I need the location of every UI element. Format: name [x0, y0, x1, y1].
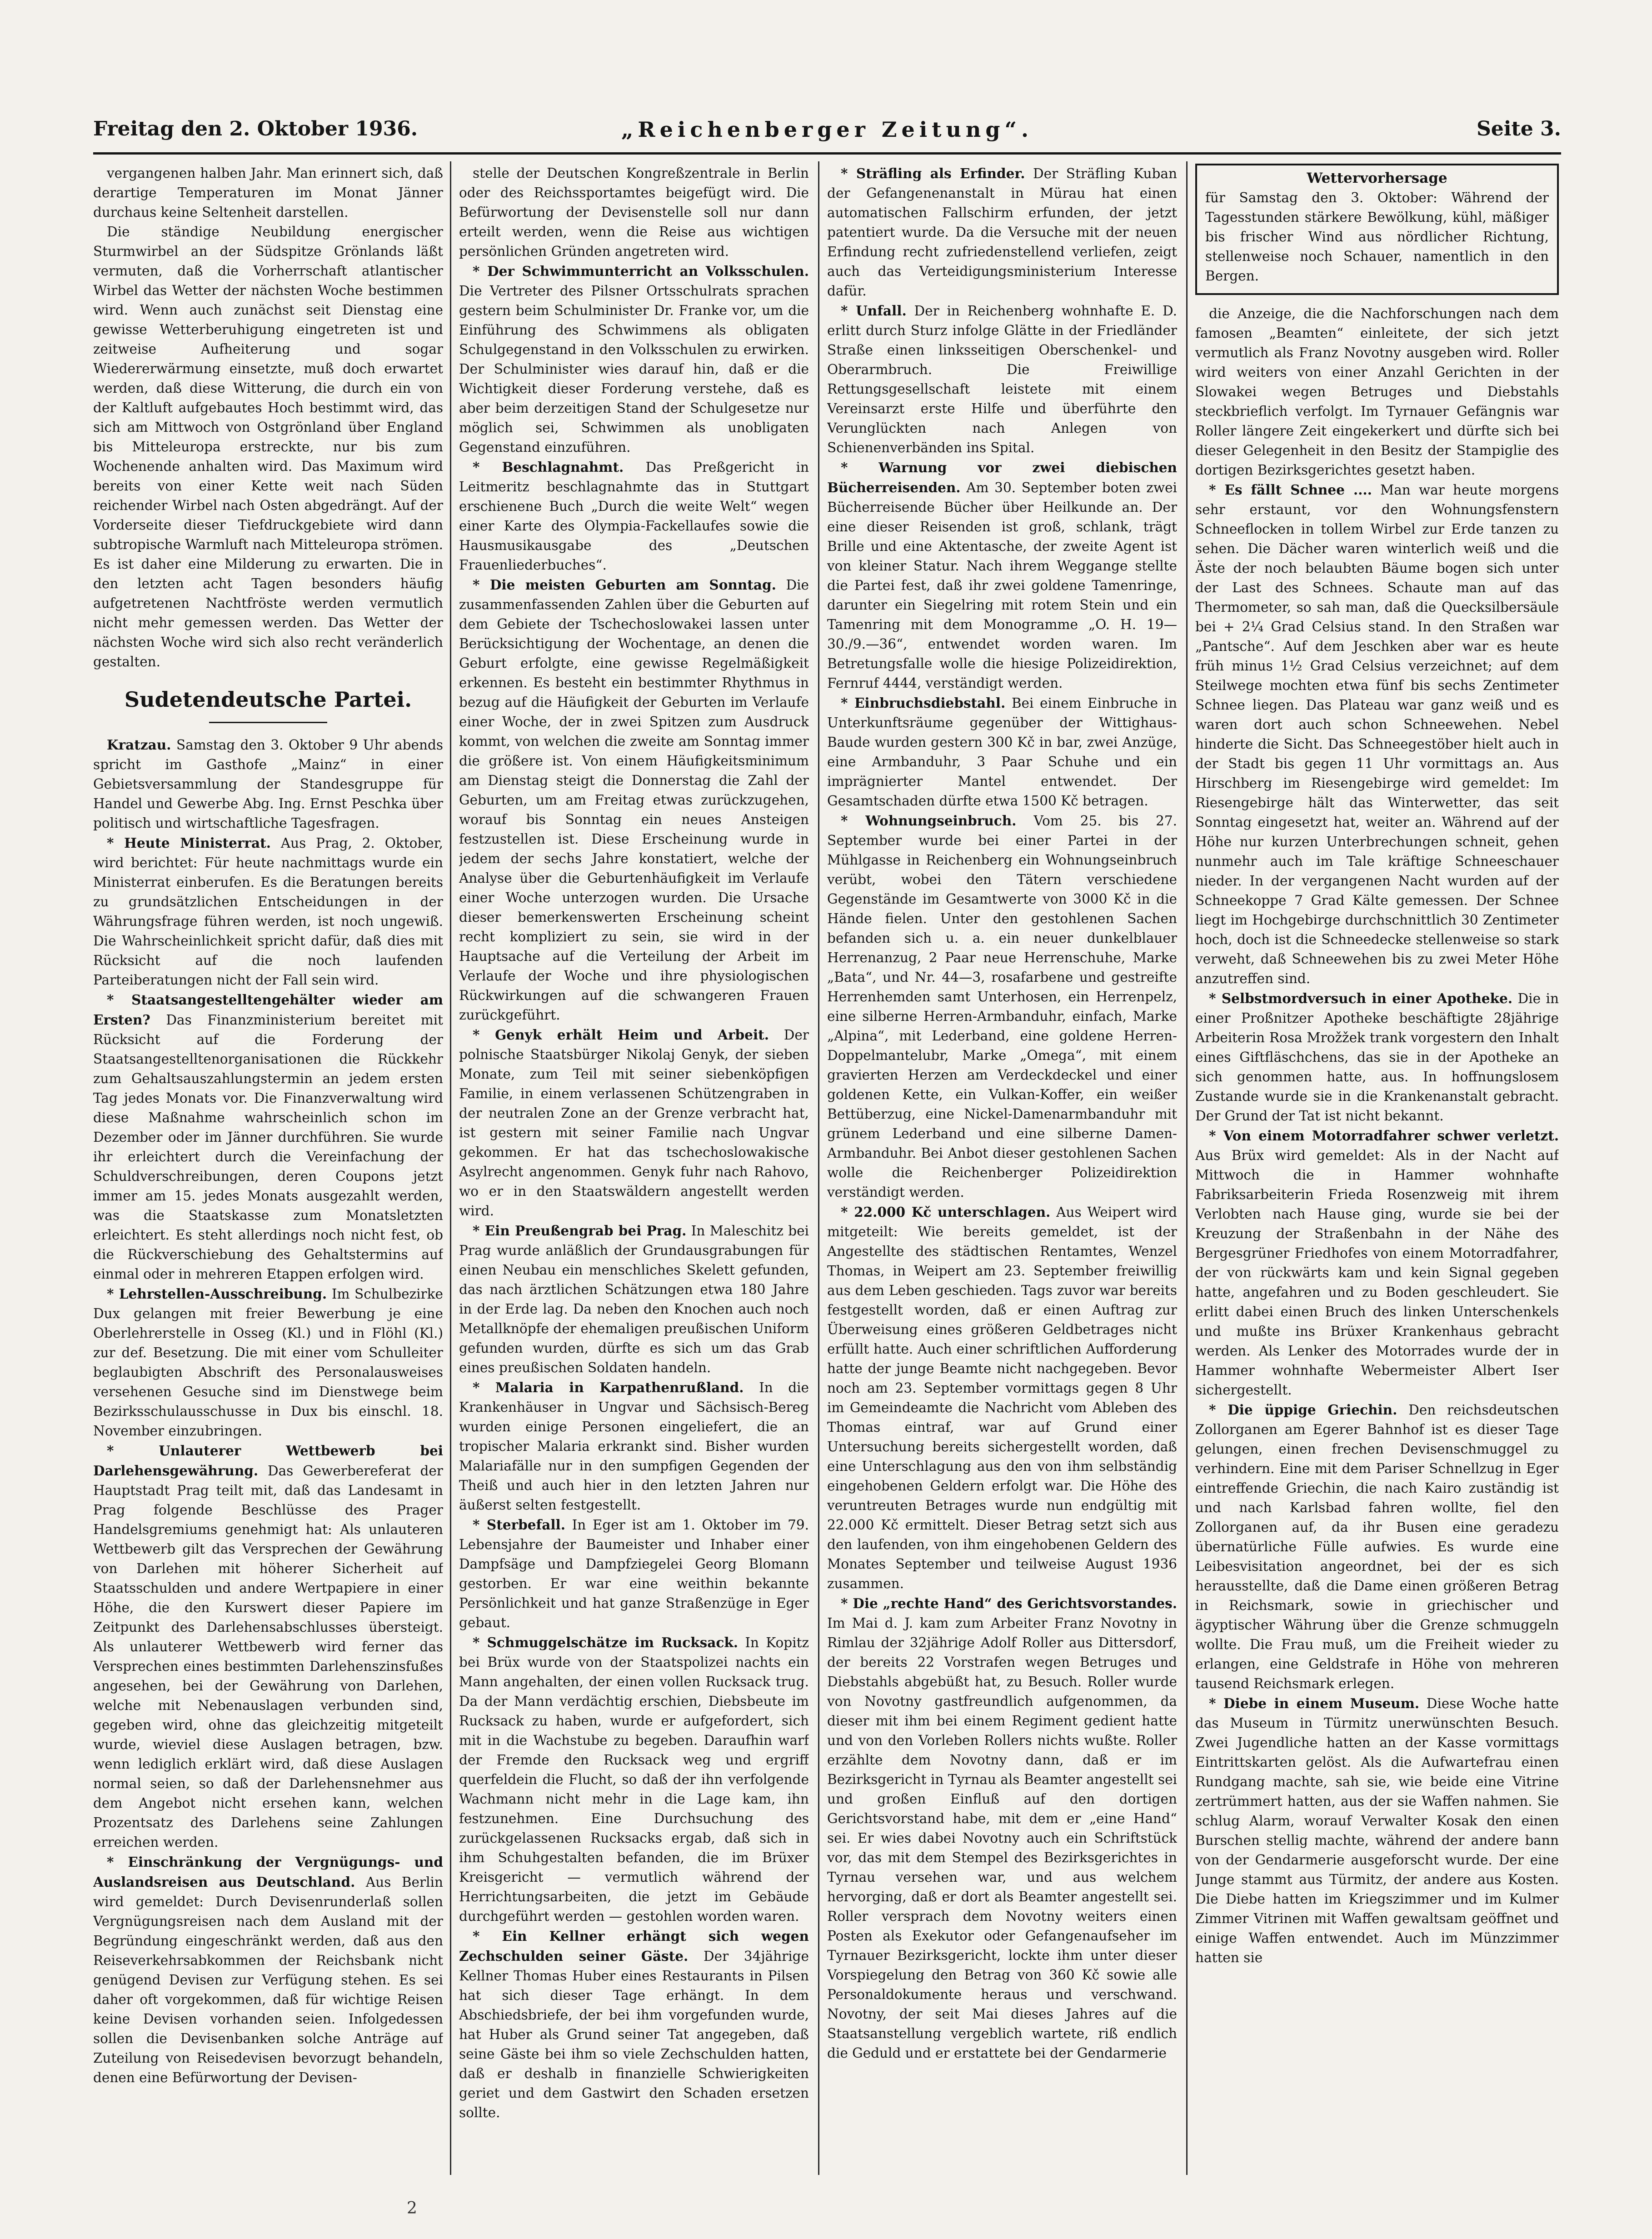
issue-date: Freitag den 2. Oktober 1936. — [93, 117, 418, 140]
article-paragraph — [93, 222, 443, 672]
article-text: Die ständige Neubildung energischer Sturmwirbel an der Südspitze Grönlands läßt vermuten, daß die Vorherrschaft atlantischer Wirbel das Wetter der nächsten Woche bestimmen wird. Wenn auch zunächst seit Dienstag eine gewisse Wetterberuhigung eingetreten ist und zeitweise Aufheiterung und sogar Wiedererwärmung einsetzte, muß doch erwartet werden, daß diese Witterung, die durch ein von der Kaltluft aufgebautes Hoch bestimmt wird, das sich am Mittwoch von Ostgrönland über England bis Mitteleuropa erstreckte, nur bis zum Wochenende anhalten wird. Das Maximum wird bereits von einer Kette weit nach Süden reichender Wirbel nach Osten abgedrängt. Auf der Vorderseite dieser Tiefdruckgebiete wird dann subtropische Warmluft nach Mitteleuropa strömen. Es ist daher eine Milderung zu erwarten. Die in den letzten acht Tagen besonders häufig aufgetretenen Nachtfröste werden vermutlich nicht mehr gemessen werden. Das Wetter der nächsten Woche wird sich also recht veränderlich gestalten. — [93, 224, 443, 670]
article-headline: * Diebe in einem Museum. — [1209, 1695, 1420, 1711]
article-text: In Maleschitz bei Prag wurde anläßlich der Grundausgrabungen für einen Neubau ein menschliches Skelett gefunden, das nach ärztlichen Schätzungen etwa 180 Jahre in der Erde lag. Da neben den Knochen auch noch Metallknöpfe der ehemaligen preußischen Uniform gefunden wurden, dürfte es sich um das Grab eines preußischen Soldaten handeln. — [459, 1223, 809, 1375]
article-text: Der Sträfling Kuban der Gefangenenanstalt in Mürau hat einen automatischen Fallschirm erfunden, der jetzt patentiert wurde. Da die Versuche mit der neuen Erfindung recht zufriedenstellend verliefen, zeigt auch das Verteidigungsministerium Interesse dafür. — [827, 166, 1177, 299]
article-paragraph — [827, 301, 1177, 458]
article-headline: * Heute Ministerrat. — [107, 835, 271, 851]
article-text: Der in Reichenberg wohnhafte E. D. erlitt durch Sturz infolge Glätte in der Friedländer Straße einen linksseitigen Oberschenkel- und Oberarmbruch. Die Freiwillige Rettungsgesellschaft leistete mit einem Vereinsarzt erste Hilfe und überführte den Verunglückten nach Anlegen von Schienenverbänden ins Spital. — [827, 303, 1177, 455]
article-headline: * Der Schwimmunterricht an Volksschulen. — [473, 263, 809, 279]
article-headline: * Ein Kellner erhängt sich wegen Zechschulden seiner Gäste. — [459, 1928, 809, 1964]
article-paragraph — [1195, 1400, 1559, 1694]
article-paragraph — [459, 164, 809, 261]
weather-forecast-text: für Samstag den 3. Oktober: Während der Tagesstunden stärkere Bewölkung, kühl, mäßiger bis frischer Wind aus nördlicher Richtung, stellenweise noch Schauer, namentlich in den Bergen. — [1205, 190, 1549, 284]
article-paragraph — [459, 457, 809, 575]
article-text: In die Krankenhäuser in Ungvar und Sächsisch-Bereg wurden einige Personen eingeliefert, die an tropischer Malaria erkrankt sind. Bisher wurden Malariafälle nur in den sumpfigen Gegenden der Theiß und auch hier in den letzten Jahren nur äußerst selten festgestellt. — [459, 1380, 809, 1513]
article-headline: * Ein Preußengrab bei Prag. — [473, 1223, 687, 1239]
article-paragraph — [827, 811, 1177, 1202]
article-paragraph — [459, 1221, 809, 1378]
article-paragraph — [93, 164, 443, 222]
article-headline: * Unlauterer Wettbewerb bei Darlehensgewährung. — [93, 1443, 443, 1479]
article-paragraph — [459, 1926, 809, 2123]
article-headline: * Lehrstellen-Ausschreibung. — [107, 1286, 327, 1302]
article-headline: * Selbstmordversuch in einer Apotheke. — [1209, 990, 1513, 1006]
article-paragraph — [1195, 1126, 1559, 1400]
article-text: Vom 25. bis 27. September wurde bei einer Partei in der Mühlgasse in Reichenberg ein Wohnungseinbruch verübt, wobei den Tätern verschiedene Gegenstände im Gesamtwerte von 3000 Kč in die Hände fielen. Unter den gestohlenen Sachen befanden sich u. a. ein neuer dunkelblauer Herrenanzug, 2 Paar neue Herrenschuhe, Marke „Bata“, und Nr. 44—3, rosafarbene und gestreifte Herrenhemden samt Unterhosen, ein Herrenpelz, eine silberne Herren-Armbanduhr, einfach, Marke „Alpina“, mit Lederband, eine goldene Herren-Doppelmantelubr, Marke „Omega“, mit einem gravierten Herzen am Verdeckdeckel und einer goldenen Kette, ein Vulkan-Koffer, ein weißer Bettüberzug, eine Nickel-Damenarmbanduhr mit grünem Lederband und eine silberne Damen-Armbanduhr. Bei Anbot dieser gestohlenen Sachen wolle die Reichenberger Polizeidirektion verständigt werden. — [827, 813, 1177, 1200]
article-paragraph — [459, 1633, 809, 1926]
article-headline: * Es fällt Schnee .... — [1209, 482, 1372, 498]
article-headline: * Die meisten Geburten am Sonntag. — [473, 577, 776, 593]
article-paragraph — [827, 458, 1177, 693]
article-text: Das Preßgericht in Leitmeritz beschlagnahmte das in Stuttgart erschienene Buch „Durch die weite Welt“ wegen einer Karte des Olympia-Fackellaufes sowie die Hausmusikausgabe des „Deutschen Frauenliederbuches“. — [459, 460, 809, 573]
article-text: Bei einem Einbruche in Unterkunftsräume gegenüber der Wittighaus-Baude wurden gestern 300 Kč in bar, zwei Anzüge, eine Armbanduhr, 3 Paar Schuhe und ein imprägnierter Mantel entwendet. Der Gesamtschaden dürfte etwa 1500 Kč betragen. — [827, 695, 1177, 809]
page-number: Seite 3. — [1476, 117, 1561, 140]
article-paragraph — [93, 833, 443, 990]
article-text: In Eger ist am 1. Oktober im 79. Lebensjahre der Baumeister und Inhaber einer Dampfsäge und Dampfziegelei Georg Blomann gestorben. Er war eine weithin bekannte Persönlichkeit und hat ganze Straßenzüge in Eger gebaut. — [459, 1517, 809, 1630]
weather-forecast-box — [1195, 164, 1559, 295]
footer-mark: 2 — [407, 2199, 417, 2218]
article-headline: * Wohnungseinbruch. — [841, 813, 1017, 829]
column-4 — [1195, 164, 1559, 2173]
article-paragraph — [93, 735, 443, 833]
article-headline: * Sträfling als Erfinder. — [841, 165, 1025, 181]
article-headline: * Beschlagnahmt. — [473, 459, 624, 475]
article-headline: * Genyk erhält Heim und Arbeit. — [473, 1027, 769, 1043]
article-headline: * Unfall. — [841, 303, 907, 319]
article-text: stelle der Deutschen Kongreßzentrale in Berlin oder des Reichssportamtes beigefügt wird. Die Befürwortung der Devisenstelle soll nur dann erteilt werden, wenn die Reise aus wichtigen persönlichen Gründen angetreten wird. — [459, 165, 809, 259]
header-rule — [93, 152, 1561, 155]
article-text: Aus Weipert wird mitgeteilt: Wie bereits gemeldet, ist der Angestellte des städtischen Rentamtes, Wenzel Thomas, in Weipert am 23. September freiwillig aus dem Leben geschieden. Tags zuvor war bereits festgestellt worden, daß er einen Auftrag zur Überweisung eines größeren Geldbetrages nicht erfüllt hatte. Auch einer schriftlichen Aufforderung hatte der junge Beamte nicht nachgegeben. Bevor noch am 23. September vormittags gegen 8 Uhr im Gemeindeamte die Nachricht vom Ableben des Thomas eintraf, war auf Grund einer Untersuchung bereits sichergestellt worden, daß eine Unterschlagung aus den von ihm selbständig eingehobenen Geldern erfolgt war. Die Höhe des veruntreuten Betrages wurde nun endgültig mit 22.000 Kč ermittelt. Dieser Betrag setzt sich aus den laufenden, von ihm eingehobenen Geldern des Monates September und teilweise August 1936 zusammen. — [827, 1204, 1177, 1591]
section-rule — [209, 722, 327, 723]
article-text: Samstag den 3. Oktober 9 Uhr abends spricht im Gasthofe „Mainz“ in einer Gebietsversammlung der Standesgruppe für Handel und Gewerbe Abg. Ing. Ernst Peschka über politisch und wirtschaftliche Tagesfragen. — [93, 737, 443, 831]
article-headline: * Von einem Motorradfahrer schwer verletzt. — [1209, 1128, 1559, 1144]
article-text: Aus Berlin wird gemeldet: Durch Devisenrunderlaß sollen Vergnügungsreisen nach dem Ausland mit der Begründung eingeschränkt werden, daß aus den Reiseverkehrsabkommen der Reichsbank nicht genügend Devisen zur Verfügung stehen. Es sei daher oft vorgekommen, daß für wichtige Reisen keine Devisen vorhanden seien. Infolgedessen sollen die Devisenbanken solche Anträge auf Zuteilung von Reisedevisen bevorzugt behandeln, denen eine Befürwortung der Devisen- — [93, 1874, 443, 2085]
article-text: Aus Prag, 2. Oktober, wird berichtet: Für heute nachmittags wurde ein Ministerrat einberufen. Es die Beratungen bereits zu grundsätzlichen Entscheidungen in der Währungsfrage führen werden, ist noch ungewiß. Die Wahrscheinlichkeit spricht dafür, daß dies mit Rücksicht auf die noch laufenden Parteiberatungen nicht der Fall sein wird. — [93, 835, 443, 988]
article-paragraph — [459, 261, 809, 457]
article-headline: * Warnung vor zwei diebischen Bücherreisenden. — [827, 460, 1177, 495]
article-text: Die in einer Proßnitzer Apotheke beschäftigte 28jährige Arbeiterin Rosa Mrožžek trank vorgestern den Inhalt eines Giftfläschchens, das sie in der Apotheke an sich genommen hatte, aus. In hoffnungslosem Zustande wurde sie in die Krankenanstalt gebracht. Der Grund der Tat ist nicht bekannt. — [1195, 991, 1559, 1124]
article-text: die Anzeige, die die Nachforschungen nach dem famosen „Beamten“ einleitete, der sich jetzt vermutlich als Franz Novotny ausgeben wird. Roller wird weiters von einer Anzahl Gerichten in der Slowakei wegen Betruges und Diebstahls steckbrieflich verfolgt. Im Tyrnauer Gefängnis war Roller längere Zeit eingekerkert und dürfte sich bei dieser Gelegenheit in den Besitz der Stampiglie des dortigen Bezirksgerichtes gesetzt haben. — [1195, 306, 1559, 478]
newspaper-title: „Reichenberger Zeitung“. — [621, 117, 1033, 142]
article-text: Die zusammenfassenden Zahlen über die Geburten auf dem Gebiete der Tschechoslowakei lassen unter Berücksichtigung der Wochentage, an denen die Geburt erfolgte, eine gewisse Regelmäßigkeit erkennen. Es besteht ein bestimmter Rhythmus in bezug auf die Häufigkeit der Geburten im Verlaufe einer Woche, der in zwei Spitzen zum Ausdruck kommt, von welchen die zweite am Sonntag immer die größere ist. Von einem Häufigkeitsminimum am Dienstag steigt die Donnerstag die Zahl der Geburten, um am Freitag etwas zurückzugehen, worauf bis Sonntag ein neues Ansteigen festzustellen ist. Diese Erscheinung wurde in jedem der sechs Jahre konstatiert, welche der Analyse über die Geburtenhäufigkeit im Verlaufe einer Woche unterzogen wurden. Die Ursache dieser bemerkenswerten Erscheinung scheint recht kompliziert zu sein, sie wird in der Hauptsache auf die Verteilung der Arbeit im Verlaufe der Woche und ihre physiologischen Rückwirkungen auf die schwangeren Frauen zurückgeführt. — [459, 577, 809, 1023]
article-text: Das Gewerbereferat der Hauptstadt Prag teilt mit, daß das Landesamt in Prag folgende Beschlüsse des Prager Handelsgremiums genehmigt hat: Als unlauteren Wettbewerb gilt das Versprechen der Gewährung von Darlehen mit höherer Sicherheit auf Staatsschulden und andere Wertpapiere in einer Höhe, die den Kurswert dieser Papiere im Zeitpunkt des Darlehensabschlusses übersteigt. Als unlauterer Wettbewerb wird ferner das Versprechen eines bestimmten Darlehenszinsfußes angesehen, bei der Gewährung von Darlehen, welche mit Nebenauslagen verbunden sind, gegeben wird, ohne das gleichzeitig mitgeteilt wurde, wieviel diese Auslagen betragen, bzw. wenn lediglich erklärt wird, daß diese Auslagen normal seien, so daß der Darlehensnehmer aus dem Angebot nicht ersehen kann, welchen Prozentsatz des Darlehens seine Zahlungen erreichen werden. — [93, 1463, 443, 1850]
column-divider — [450, 161, 451, 2175]
article-text: Den reichsdeutschen Zollorganen am Egerer Bahnhof ist es dieser Tage gelungen, einen frechen Devisenschmuggel zu verhindern. Eine mit dem Pariser Schnellzug in Eger eintreffende Griechin, die nach Kairo zuständig ist und nach Karlsbad fahren wollte, fiel den Zollorganen auf, da ihr Busen eine geradezu übernatürliche Fülle aufwies. Es wurde eine Leibesvisitation angeordnet, bei der es sich herausstellte, daß die Dame einen größeren Betrag in Reichsmark, sowie in griechischer und ägyptischer Währung über die Grenze schmuggeln wollte. Die Frau muß, um die Freiheit wieder zu erlangen, eine Geldstrafe in Höhe von mehreren tausend Reichsmark erlegen. — [1195, 1402, 1559, 1691]
masthead — [93, 117, 1561, 149]
column-3 — [827, 164, 1177, 2173]
article-text: vergangenen halben Jahr. Man erinnert sich, daß derartige Temperaturen im Monat Jänner durchaus keine Seltenheit darstellen. — [93, 165, 443, 220]
article-paragraph — [459, 1515, 809, 1633]
article-text: Im Schulbezirke Dux gelangen mit freier Bewerbung je eine Oberlehrerstelle in Osseg (Kl.) und in Flöhl (Kl.) zur def. Besetzung. Die mit einer vom Schulleiter beglaubigten Abschrift des Personalausweises versehenen Gesuche sind im Dienstwege beim Bezirksschulausschusse in Dux bis einschl. 18. November einzubringen. — [93, 1286, 443, 1439]
article-headline: * Die üppige Griechin. — [1209, 1402, 1397, 1418]
article-headline: * Einschränkung der Vergnügungs- und Auslandsreisen aus Deutschland. — [93, 1854, 443, 1890]
article-headline: * Sterbefall. — [473, 1517, 566, 1533]
article-text: Das Finanzministerium bereitet mit Rücksicht auf die Forderung der Staatsangestelltenorganisationen die Rückkehr zum Gehaltsauszahlungstermin an jedem ersten Tag jedes Monats vor. Die Finanzverwaltung wird diese Maßnahme wahrscheinlich schon im Dezember oder im Jänner durchführen. Sie wurde ihr erleichtert durch die Vereinfachung der Schuldverschreibungen, deren Coupons jetzt immer am 15. jedes Monats ausgezahlt werden, was die Staatskasse zum Monatsletzten erleichtert. Es steht allerdings noch nicht fest, ob die Rückverschiebung des Gehaltstermins auf einmal oder in mehreren Etappen erfolgen wird. — [93, 1012, 443, 1282]
article-text: Diese Woche hatte das Museum in Türmitz unerwünschten Besuch. Zwei Jugendliche hatten an der Kasse vormittags Eintrittskarten gelöst. Als die Aufwartefrau einen Rundgang machte, sah sie, wie beide eine Vitrine zertrümmert hatten, aus der sie Waffen nahmen. Sie schlug Alarm, worauf Verwalter Kosak den einen Burschen stellig machte, während der andere bann von der Gendarmerie ausgeforscht wurde. Der eine Junge stammt aus Türmitz, der andere aus Kosten. Die Diebe hatten im Kriegszimmer und im Kulmer Zimmer Vitrinen mit Waffen gewaltsam geöffnet und einige Waffen entwendet. Auch im Münzzimmer hatten sie — [1195, 1696, 1559, 1965]
article-text: Der 34jährige Kellner Thomas Huber eines Restaurants in Pilsen hat sich dieser Tage erhängt. In dem Abschiedsbriefe, der bei ihm vorgefunden wurde, hat Huber als Grund seiner Tat angegeben, daß seine Gäste bei ihm so viele Zechschulden hatten, daß er deshalb in finanzielle Schwierigkeiten geriet und dem Gastwirt den Schaden ersetzen sollte. — [459, 1949, 809, 2120]
article-paragraph — [827, 164, 1177, 301]
article-text: Im Mai d. J. kam zum Arbeiter Franz Novotny in Rimlau der 32jährige Adolf Roller aus Dittersdorf, der bereits 22 Vorstrafen wegen Betruges und Diebstahls abgebüßt hat, zu Besuch. Roller wurde von Novotny gastfreundlich aufgenommen, da dieser mit ihm bei einem Regiment gedient hatte und von den Vorleben Rollers nichts wußte. Roller erzählte dem Novotny dann, daß er im Bezirksgericht in Tyrnau als Beamter angestellt sei und großen Einfluß auf den dortigen Gerichtsvorstand habe, mit dem er „eine Hand“ sei. Er wies dabei Novotny auch ein Schriftstück vor, das mit dem Stempel des Bezirksgerichtes in Tyrnau versehen war, und aus welchem hervorging, daß er dort als Beamter angestellt sei. Roller versprach dem Novotny weiters einen Posten als Exekutor oder Gefangenaufseher im Tyrnauer Bezirksgericht, lockte ihm unter dieser Vorspiegelung den Betrag von 360 Kč sowie alle Personaldokumente heraus und verschwand. Novotny, der seit Mai dieses Jahres auf die Staatsanstellung vergeblich wartete, riß endlich die Geduld und er erstattete bei der Gendarmerie — [827, 1615, 1177, 2061]
article-headline: * Staatsangestelltengehälter wieder am Ersten? — [93, 992, 443, 1028]
column-divider — [818, 161, 819, 2175]
article-paragraph — [93, 1852, 443, 2088]
column-1 — [93, 164, 443, 2173]
article-paragraph — [827, 693, 1177, 811]
article-paragraph — [1195, 304, 1559, 480]
article-headline: * Die „rechte Hand“ des Gerichtsvorstandes. — [841, 1595, 1177, 1611]
article-text: Die Vertreter des Pilsner Ortsschulrats sprachen gestern beim Schulminister Dr. Franke vor, um die Einführung des Schwimmens als obligaten Schulgegenstand in den Volksschulen zu erwirken. Der Schulminister wies darauf hin, daß er die Wichtigkeit dieser Forderung verstehe, daß es aber beim derzeitigen Stand der Schulgesetze nur möglich sei, Schwimmen als unobligaten Gegenstand einzuführen. — [459, 283, 809, 455]
column-divider — [1186, 161, 1188, 2175]
article-text: Am 30. September boten zwei Bücherreisende Bücher über Heilkunde an. Der eine dieser Reisenden ist groß, schlank, trägt Brille und eine Aktentasche, der zweite Agent ist von kleiner Statur. Nach ihrem Weggange stellte die Partei fest, daß ihr zwei goldene Tamenringe, darunter ein Siegelring mit rotem Stein und ein Tamenring mit dem Monogramme „O. H. 19—30./9.—36“, entwendet worden waren. Im Betretungsfalle wolle die hiesige Polizeidirektion, Fernruf 4444, verständigt werden. — [827, 480, 1177, 691]
section-heading: Sudetendeutsche Partei. — [124, 687, 412, 712]
article-text: Der polnische Staatsbürger Nikolaj Genyk, der sieben Monate, zum Teil mit seiner siebenköpfigen Familie, in einem verlassenen Schützengraben in der neutralen Zone an der Grenze verbracht hat, ist gestern mit seiner Familie nach Ungvar gekommen. Er hat das tschechoslowakische Asylrecht angenommen. Genyk fuhr nach Rahovo, wo er in den Staatswäldern angestellt werden wird. — [459, 1027, 809, 1219]
article-headline: Kratzau. — [107, 737, 171, 753]
article-paragraph — [827, 1594, 1177, 2063]
article-paragraph — [93, 990, 443, 1284]
article-headline: * Schmuggelschätze im Rucksack. — [473, 1634, 739, 1650]
article-text: Aus Brüx wird gemeldet: Als in der Nacht auf Mittwoch die in Hammer wohnhafte Fabriksarbeiterin Frieda Rosenzweig mit ihrem Verlobten nach Hause ging, wurde sie bei der Kreuzung der Straßenbahn in der Nähe des Bergesgrüner Friedhofes von einem Motorradfahrer, der von rückwärts kam und kein Signal gegeben hatte, angefahren und zu Boden geschleudert. Sie erlitt dabei einen Bruch des linken Unterschenkels und mußte ins Brüxer Krankenhaus gebracht werden. Als Lenker des Motorrades wurde der in Hammer wohnhafte Webermeister Albert Iser sichergestellt. — [1195, 1148, 1559, 1398]
column-2 — [459, 164, 809, 2173]
article-headline: * Einbruchsdiebstahl. — [841, 695, 1006, 711]
article-paragraph — [1195, 989, 1559, 1126]
article-text: In Kopitz bei Brüx wurde von der Staatspolizei nachts ein Mann angehalten, der einen vollen Rucksack trug. Da der Mann verdächtig erschien, Diebsbeute im Rucksack zu haben, wurde er aufgefordert, sich mit in die Wachstube zu begeben. Daraufhin warf der Fremde den Rucksack weg und ergriff querfeldein die Flucht, so daß der ihn verfolgende Wachmann nicht mehr in die Lage kam, ihn festzunehmen. Eine Durchsuchung des zurückgelassenen Rucksacks ergab, daß sich in ihm Schuhgestalten befanden, die im Brüxer Kreisgericht — vermutlich während der Herrichtungsarbeiten, die jetzt im Gebäude durchgeführt werden — gestohlen worden waren. — [459, 1635, 809, 1924]
article-paragraph — [93, 1284, 443, 1441]
article-text: Man war heute morgens sehr erstaunt, vor den Wohnungsfenstern Schneeflocken in tollem Wirbel zur Erde tanzen zu sehen. Die Dächer waren winterlich weiß und die Äste der noch belaubten Bäume bogen sich unter der Last des Schnees. Schaute man auf das Thermometer, so sah man, daß die Quecksilbersäule bei + 2¼ Grad Celsius stand. In den Straßen war „Pantsche“. Auf dem Jeschken aber war es heute früh minus 1½ Grad Celsius verzeichnet; auf dem Steilwege mochten etwa fünf bis sechs Zentimeter Schnee liegen. Das Plateau war ganz weiß und es waren dort auch schon Schneewehen. Nebel hinderte die Sicht. Das Schneegestöber hielt auch in der Stadt bis gegen 11 Uhr vormittags an. Aus Hirschberg im Riesengebirge wird gemeldet: Im Riesengebirge hält das Winterwetter, das seit Sonntag eingesetzt hat, weiter an. Während auf der Höhe nur kurzen Unterbrechungen schneit, gehen nunmehr auch im Tale kräftige Schneeschauer nieder. In der vergangenen Nacht wurden auf der Schneekoppe 7 Grad Kälte gemessen. Der Schnee liegt im Hochgebirge durchschnittlich 30 Zentimeter hoch, doch ist die Schneedecke stellenweise so stark verweht, daß Schneewehen bis zu zwei Meter Höhe anzutreffen sind. — [1195, 482, 1559, 986]
article-paragraph — [93, 1441, 443, 1852]
article-paragraph — [459, 575, 809, 1025]
weather-forecast-title: Wettervorhersage — [1307, 170, 1447, 186]
article-paragraph — [459, 1378, 809, 1515]
article-paragraph — [1195, 1694, 1559, 1968]
article-paragraph — [459, 1025, 809, 1221]
article-headline: * 22.000 Kč unterschlagen. — [841, 1204, 1051, 1220]
article-paragraph — [1195, 480, 1559, 989]
article-headline: * Malaria in Karpathenrußland. — [473, 1379, 744, 1395]
article-paragraph — [827, 1202, 1177, 1594]
